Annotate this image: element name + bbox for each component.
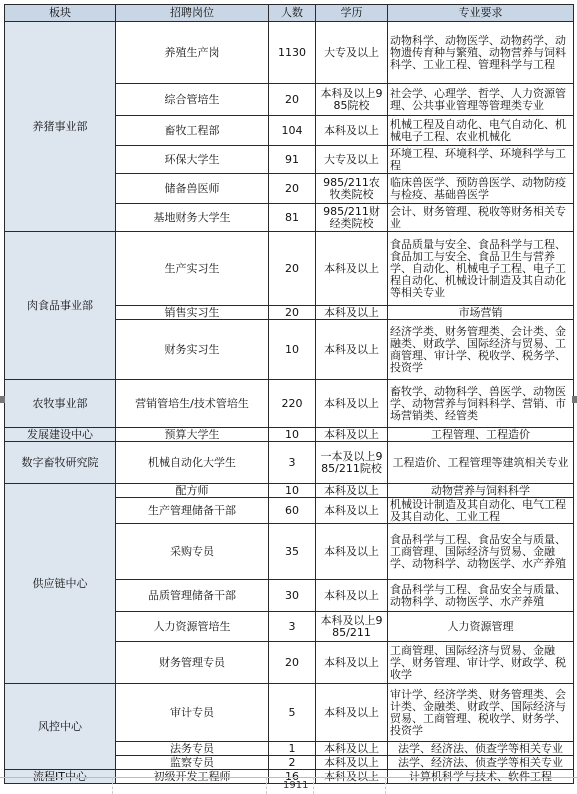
position-cell: 财务实习生 [116, 320, 269, 380]
position-cell: 生产实习生 [116, 232, 269, 306]
footer-gridline [313, 777, 314, 794]
header-education: 学历 [316, 5, 388, 22]
major-cell: 工商管理、国际经济与贸易、金融学、财务管理、审计学、财政学、税收学 [388, 642, 574, 684]
count-cell: 81 [269, 204, 316, 232]
position-cell: 预算大学生 [116, 428, 269, 442]
footer-border [0, 777, 577, 778]
count-cell: 2 [269, 756, 316, 770]
major-cell: 食品质量与安全、食品科学与工程、食品加工与安全、食品卫生与营养学、自动化、机械电子工程、电子工程自动化、机械设计制造及其自动化等相关专业 [388, 232, 574, 306]
education-cell: 本科及以上 [316, 320, 388, 380]
count-cell: 104 [269, 116, 316, 146]
position-cell: 环保大学生 [116, 146, 269, 174]
education-cell: 本科及以上 [316, 232, 388, 306]
count-cell: 5 [269, 684, 316, 742]
total-count: 1911 [283, 780, 309, 791]
education-cell: 大专及以上 [316, 146, 388, 174]
major-cell: 机械工程及自动化、电气自动化、机械电子工程、农业机械化 [388, 116, 574, 146]
sector-cell: 肉食品事业部 [5, 232, 116, 380]
education-cell: 本科及以上 [316, 756, 388, 770]
major-cell: 会计、财务管理、税收等财务相关专业 [388, 204, 574, 232]
major-cell: 食品科学与工程、食品安全与质量、动物科学、动物医学、水产养殖 [388, 580, 574, 612]
count-cell: 3 [269, 442, 316, 484]
sector-cell: 风控中心 [5, 684, 116, 770]
major-cell: 经济学类、财务管理类、会计类、金融类、财政学、国际经济与贸易、工商管理、审计学、税收学、税务学、投资学 [388, 320, 574, 380]
education-cell: 本科及以上 [316, 684, 388, 742]
position-cell: 养殖生产岗 [116, 22, 269, 84]
sheet-footer [0, 777, 577, 794]
table-row [5, 484, 574, 498]
position-cell: 审计专员 [116, 684, 269, 742]
position-cell: 机械自动化大学生 [116, 442, 269, 484]
education-cell: 本科及以上 [316, 524, 388, 580]
table-row [5, 428, 574, 442]
table-row [5, 380, 574, 428]
education-cell: 本科及以上 [316, 428, 388, 442]
position-cell: 基地财务大学生 [116, 204, 269, 232]
row-marker [0, 396, 5, 403]
position-cell: 品质管理储备干部 [116, 580, 269, 612]
education-cell: 大专及以上 [316, 22, 388, 84]
position-cell: 配方师 [116, 484, 269, 498]
count-cell: 20 [269, 232, 316, 306]
education-cell: 本科及以上 [316, 498, 388, 524]
count-cell: 30 [269, 580, 316, 612]
header-major: 专业要求 [388, 5, 574, 22]
count-cell: 16 [269, 770, 316, 784]
major-cell: 市场营销 [388, 306, 574, 320]
table-row [5, 232, 574, 306]
footer-gridline [112, 777, 113, 794]
count-cell: 20 [269, 84, 316, 116]
major-cell: 人力资源管理 [388, 612, 574, 642]
major-cell: 食品科学与工程、食品安全与质量、工商管理、国际经济与贸易、金融学、动物科学、动物医学、水产养殖 [388, 524, 574, 580]
education-cell: 一本及以上985/211院校 [316, 442, 388, 484]
position-cell: 初级开发工程师 [116, 770, 269, 784]
count-cell: 10 [269, 320, 316, 380]
table-row [5, 442, 574, 484]
header-row [5, 5, 574, 22]
table-row [5, 684, 574, 742]
education-cell: 本科及以上 [316, 116, 388, 146]
table-body [5, 22, 574, 784]
education-cell: 本科及以上985院校 [316, 84, 388, 116]
position-cell: 生产管理储备干部 [116, 498, 269, 524]
education-cell: 本科及以上 [316, 380, 388, 428]
header-sector: 板块 [5, 5, 116, 22]
count-cell: 10 [269, 484, 316, 498]
position-cell: 监察专员 [116, 756, 269, 770]
sector-cell: 数字畜牧研究院 [5, 442, 116, 484]
count-cell: 1 [269, 742, 316, 756]
position-cell: 综合管培生 [116, 84, 269, 116]
recruitment-sheet [4, 4, 573, 784]
position-cell: 法务专员 [116, 742, 269, 756]
major-cell: 动物营养与饲料科学 [388, 484, 574, 498]
major-cell: 机械设计制造及其自动化、电气工程及其自动化、工业工程 [388, 498, 574, 524]
education-cell: 985/211农牧类院校 [316, 174, 388, 204]
recruitment-table [4, 4, 574, 784]
count-cell: 60 [269, 498, 316, 524]
count-cell: 3 [269, 612, 316, 642]
count-cell: 20 [269, 174, 316, 204]
education-cell: 985/211财经类院校 [316, 204, 388, 232]
education-cell: 本科及以上 [316, 642, 388, 684]
major-cell: 工程造价、工程管理等建筑相关专业 [388, 442, 574, 484]
position-cell: 销售实习生 [116, 306, 269, 320]
major-cell: 畜牧学、动物科学、兽医学、动物医学、动物营养与饲料科学、营销、市场营销类、经管类 [388, 380, 574, 428]
count-cell: 20 [269, 642, 316, 684]
education-cell: 本科及以上 [316, 306, 388, 320]
major-cell: 临床兽医学、预防兽医学、动物防疫与检疫、基础兽医学 [388, 174, 574, 204]
count-cell: 91 [269, 146, 316, 174]
major-cell: 社会学、心理学、哲学、人力资源管理、公共事业管理等管理类专业 [388, 84, 574, 116]
row-marker [572, 396, 577, 403]
major-cell: 法学、经济法、侦查学等相关专业 [388, 756, 574, 770]
table-row [5, 22, 574, 84]
major-cell: 计算机科学与技术、软件工程 [388, 770, 574, 784]
position-cell: 营销管培生/技术管培生 [116, 380, 269, 428]
sector-cell: 养猪事业部 [5, 22, 116, 232]
sector-cell: 发展建设中心 [5, 428, 116, 442]
position-cell: 畜牧工程部 [116, 116, 269, 146]
education-cell: 本科及以上 [316, 484, 388, 498]
count-cell: 10 [269, 428, 316, 442]
count-cell: 35 [269, 524, 316, 580]
education-cell: 本科及以上985/211 [316, 612, 388, 642]
sector-cell: 供应链中心 [5, 484, 116, 684]
major-cell: 工程管理、工程造价 [388, 428, 574, 442]
education-cell: 本科及以上 [316, 742, 388, 756]
position-cell: 财务管理专员 [116, 642, 269, 684]
education-cell: 本科及以上 [316, 770, 388, 784]
header-position: 招聘岗位 [116, 5, 269, 22]
sector-cell: 流程IT中心 [5, 770, 116, 784]
count-cell: 220 [269, 380, 316, 428]
sector-cell: 农牧事业部 [5, 380, 116, 428]
major-cell: 审计学、经济学类、财务管理类、会计类、金融类、财政学、国际经济与贸易、工商管理、税收学、财务学、投资学 [388, 684, 574, 742]
major-cell: 环境工程、环境科学、环境科学与工程 [388, 146, 574, 174]
position-cell: 采购专员 [116, 524, 269, 580]
major-cell: 动物科学、动物医学、动物药学、动物遗传育种与繁殖、动物营养与饲料科学、工业工程、管理科学与工程 [388, 22, 574, 84]
count-cell: 1130 [269, 22, 316, 84]
footer-gridline [266, 777, 267, 794]
education-cell: 本科及以上 [316, 580, 388, 612]
count-cell: 20 [269, 306, 316, 320]
major-cell: 法学、经济法、侦查学等相关专业 [388, 742, 574, 756]
header-count: 人数 [269, 5, 316, 22]
position-cell: 储备兽医师 [116, 174, 269, 204]
footer-gridline [385, 777, 386, 794]
position-cell: 人力资源管培生 [116, 612, 269, 642]
